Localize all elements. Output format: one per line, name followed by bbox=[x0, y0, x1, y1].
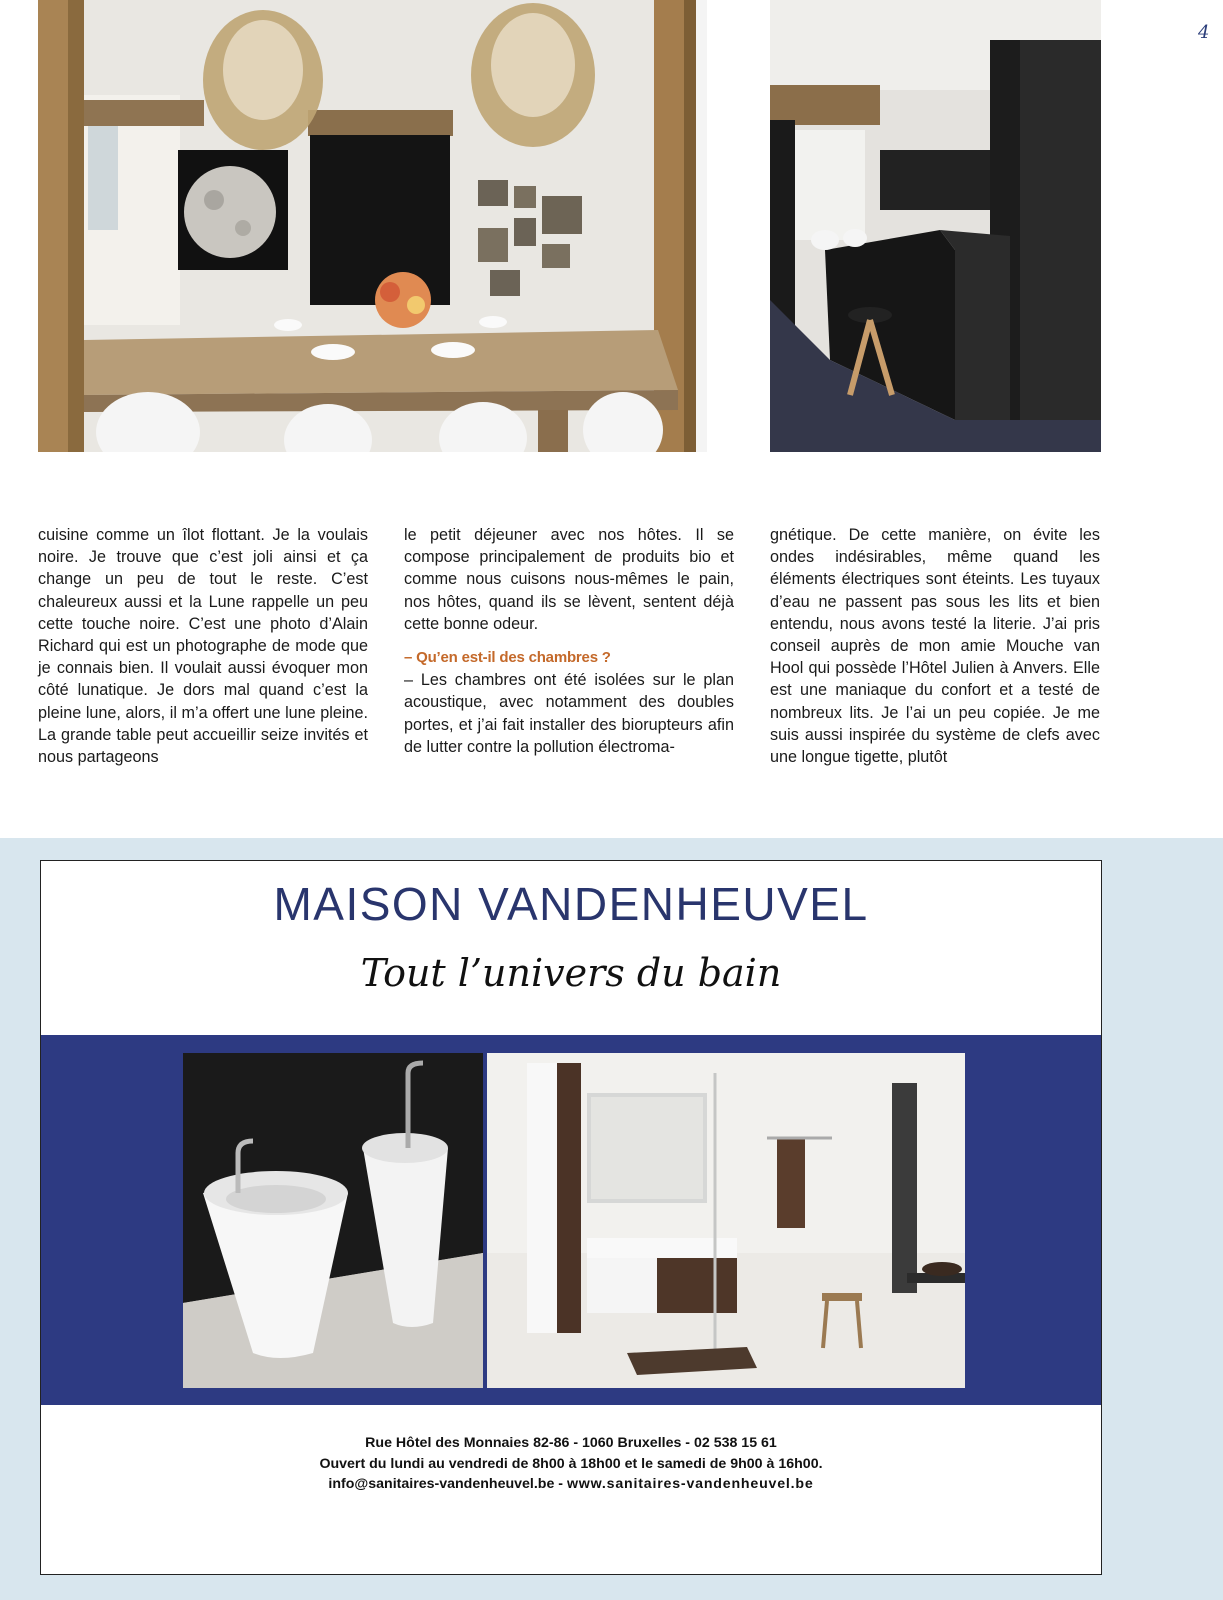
kitchen-photo bbox=[770, 0, 1101, 452]
ad-email-link[interactable]: info@sanitaires-vandenheuvel.be bbox=[328, 1476, 555, 1492]
article-col2-intro: le petit déjeuner avec nos hôtes. Il se compose principalement de produits bio et comme nous cuisons nous-mêmes le pain, nos hôtes, quand ils se lèvent, sentent déjà cette bonne odeur. bbox=[404, 526, 734, 633]
basins-photo bbox=[183, 1053, 483, 1388]
article-col2-answer: – Les chambres ont été isolées sur le plan acoustique, avec notamment des doubles portes, et j’ai fait installer des biorupteurs afin de lutter contre la pollution électroma- bbox=[404, 671, 734, 756]
dining-room-photo bbox=[38, 0, 707, 452]
ad-tagline: Tout l’univers du bain bbox=[360, 951, 782, 995]
article-column-1 bbox=[38, 524, 368, 768]
ad-separator: - bbox=[554, 1476, 567, 1492]
ad-blue-band bbox=[41, 1035, 1101, 1405]
article-column-2 bbox=[404, 524, 734, 758]
ad-brand-name: MAISON VANDENHEUVEL bbox=[273, 878, 869, 930]
bathroom-photo bbox=[487, 1053, 965, 1388]
article-question-heading: – Qu’en est-il des chambres ? bbox=[404, 649, 611, 667]
article-col1-text: cuisine comme un îlot flottant. Je la voulais noire. Je trouve que c’est joli ainsi et ça change un peu de tout le reste. C’est chaleureux aussi et la Lune rappelle un peu cette touche noire. C’est une photo d’Alain Richard qui est un photographe de mode que je connais bien. Il voulait aussi évoquer mon côté lunatique. Je dors mal quand c’est la pleine lune, alors, il m’a offert une lune pleine. La grande table peut accueillir seize invités et nous partageons bbox=[38, 526, 368, 767]
ad-contact-block bbox=[41, 1433, 1101, 1495]
ad-address: Rue Hôtel des Monnaies 82-86 - 1060 Bruxelles - 02 538 15 61 bbox=[365, 1435, 777, 1451]
page-number-mark: 4 bbox=[1198, 22, 1210, 43]
article-column-3 bbox=[770, 524, 1100, 768]
ad-opening-hours: Ouvert du lundi au vendredi de 8h00 à 18h00 et le samedi de 9h00 à 16h00. bbox=[319, 1455, 823, 1472]
advertisement bbox=[40, 860, 1102, 1575]
ad-website-link[interactable]: www.sanitaires-vandenheuvel.be bbox=[566, 1476, 814, 1492]
article-col3-text: gnétique. De cette manière, on évite les ondes indésirables, même quand les éléments électriques sont éteints. Les tuyaux d’eau ne passent pas sous les lits et bien entendu, nous avons testé la literie. J’ai pris conseil auprès de mon amie Mouche van Hool qui possède l’Hôtel Julien à Anvers. Elle est une maniaque du confort et a testé de nombreux lits. Je l’ai un peu copiée. Je me suis aussi inspirée du système de clefs avec une longue tigette, plutôt bbox=[770, 526, 1100, 767]
